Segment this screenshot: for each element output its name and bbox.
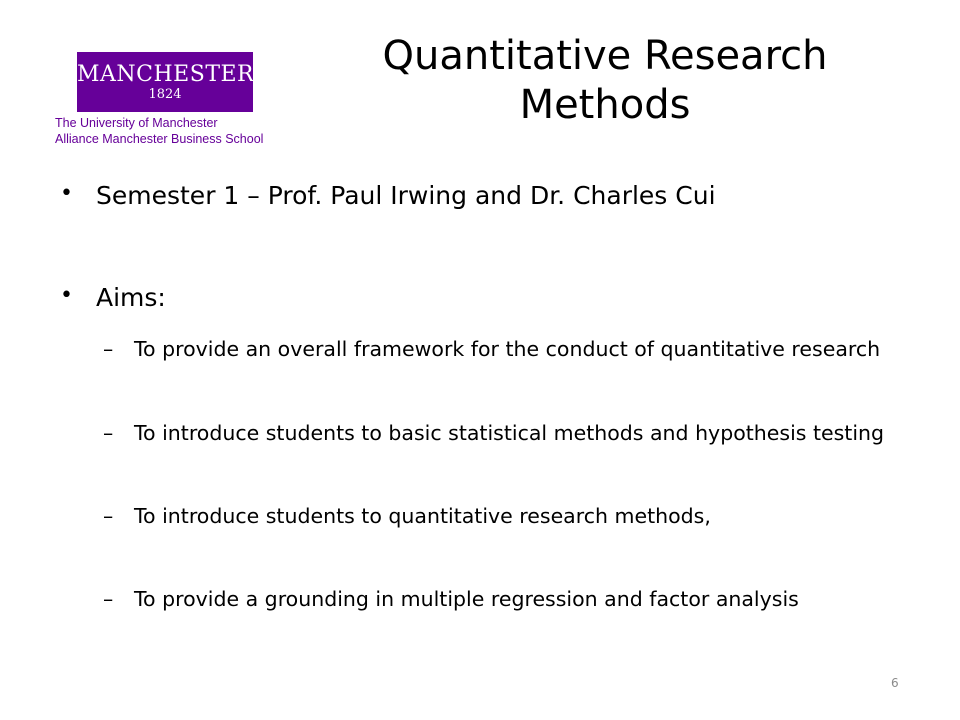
logo-wordmark: MANCHESTER: [77, 62, 255, 87]
logo-year: 1824: [148, 87, 182, 102]
aim-item: To provide an overall framework for the conduct of quantitative research: [134, 337, 881, 361]
aim-item: To introduce students to quantitative research methods,: [134, 504, 711, 528]
aim-item: To provide a grounding in multiple regression and factor analysis: [134, 587, 799, 611]
university-logo: [55, 52, 273, 147]
bullet-icon: •: [60, 283, 73, 308]
logo-university-name: The University of Manchester: [55, 116, 218, 130]
aim-item: To introduce students to basic statistical methods and hypothesis testing: [134, 421, 885, 445]
bullet-icon: •: [60, 181, 73, 206]
dash-icon: –: [103, 337, 114, 361]
bullet-semester: Semester 1 – Prof. Paul Irwing and Dr. Charles Cui: [96, 181, 716, 210]
dash-icon: –: [103, 421, 114, 445]
slide-title: Quantitative Research Methods: [382, 33, 828, 128]
page-number: 6: [891, 676, 899, 690]
dash-icon: –: [103, 587, 114, 611]
logo-school-name: Alliance Manchester Business School: [55, 132, 264, 146]
bullet-aims: Aims:: [96, 283, 166, 312]
logo-badge: [77, 52, 253, 112]
dash-icon: –: [103, 504, 114, 528]
